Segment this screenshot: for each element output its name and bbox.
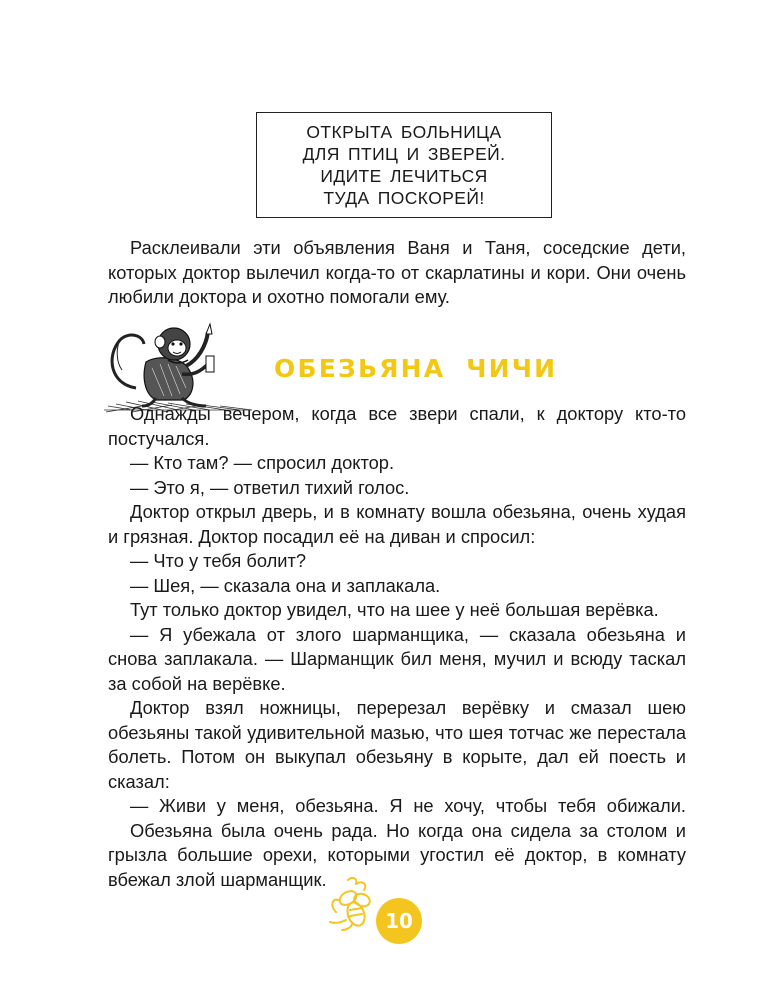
story-paragraph: Тут только доктор увидел, что на шее у неё большая верёвка.: [130, 599, 659, 620]
story-paragraph: — Живи у меня, обезьяна. Я не хочу, чтобы тебя обижали.: [130, 795, 686, 816]
sign-line: ТУДА ПОСКОРЕЙ!: [323, 188, 485, 208]
sign-line: ОТКРЫТА БОЛЬНИЦА: [306, 122, 502, 142]
chapter-heading-row: [102, 318, 692, 414]
story-paragraph: — Что у тебя болит?: [130, 550, 307, 571]
story-paragraph: Доктор взял ножницы, перерезал верёвку и смазал шею обезьяны такой удивительной мазью, что шея тотчас же перестала болеть. Потом он выкупал обезьяну в корыте, дал ей поесть и сказал:: [108, 697, 686, 792]
story-paragraph: Обезьяна была очень рада. Но когда она сидела за столом и грызла большие орехи, которыми угостил её доктор, в комнату вбежал злой шарманщик.: [108, 819, 686, 890]
story-block: [108, 402, 686, 892]
hospital-sign: [256, 112, 552, 218]
story-paragraph: — Шея, — сказала она и заплакала.: [130, 574, 441, 596]
story-paragraph: Однажды вечером, когда все звери спали, к доктору кто-то постучался.: [108, 403, 686, 449]
sign-line: ИДИТЕ ЛЕЧИТЬСЯ: [320, 166, 488, 186]
story-paragraph: — Это я, — ответил тихий голос.: [130, 476, 410, 498]
sign-line: ДЛЯ ПТИЦ И ЗВЕРЕЙ.: [302, 144, 506, 164]
story-paragraph: — Я убежала от злого шарманщика, — сказала обезьяна и снова заплакала. — Шарманщик бил меня, мучил и всюду таскал за собой на верёвке.: [108, 623, 686, 694]
intro-block: [108, 236, 686, 310]
page-footer: [326, 876, 426, 946]
chapter-title: ОБЕЗЬЯНА ЧИЧИ: [274, 354, 558, 383]
monkey-illustration: [102, 318, 256, 414]
page-number: 10: [376, 898, 422, 944]
story-paragraph: Доктор открыл дверь, и в комнату вошла обезьяна, очень худая и грязная. Доктор посадил её на диван и спросил:: [108, 501, 686, 547]
intro-paragraph: Расклеивали эти объявления Ваня и Таня, соседские дети, которых доктор вылечил когда-то от скарлатины и кори. Они очень любили доктора и охотно помогали ему.: [108, 237, 686, 307]
story-paragraph: — Кто там? — спросил доктор.: [130, 452, 395, 473]
